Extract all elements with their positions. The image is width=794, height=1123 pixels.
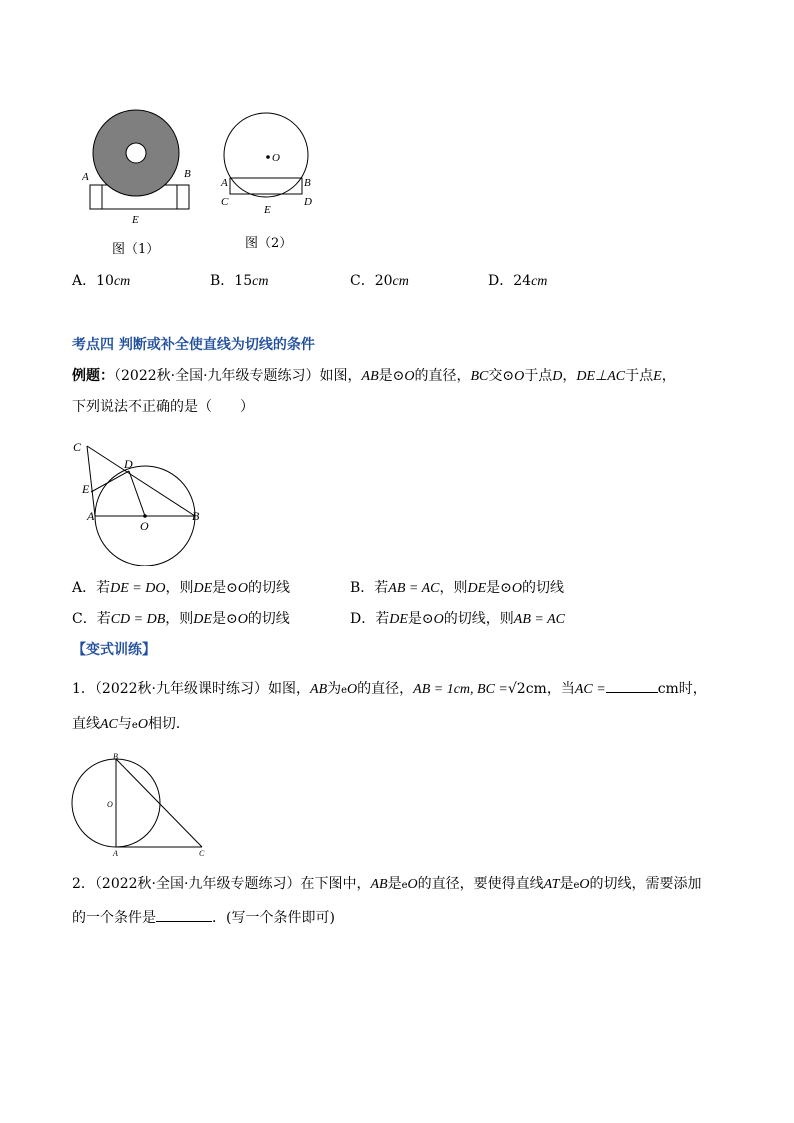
fig2-label-a: A xyxy=(221,177,228,189)
example-figure xyxy=(68,436,213,566)
q2-line-2: 的一个条件是 ．(写一个条件即可) xyxy=(72,907,335,928)
example-label-o: O xyxy=(140,519,149,533)
example-label-b: B xyxy=(192,509,200,523)
example-label-d: D xyxy=(124,457,133,471)
example-line-de xyxy=(91,471,129,492)
figure-2 xyxy=(218,110,323,220)
fig2-label-e: E xyxy=(264,204,271,216)
example-line-2: 下列说法不正确的是（ ） xyxy=(72,399,254,415)
example-label-e: E xyxy=(82,482,90,496)
example-line-1: 例题：（2022秋·全国·九年级专题练习）如图，AB是⊙O的直径，BC交⊙O于点D，DE⊥AC于点E， xyxy=(72,368,676,384)
example-label-c: C xyxy=(73,440,82,454)
fig1-left-block xyxy=(90,185,102,209)
example-label-a: A xyxy=(87,509,95,523)
q1-label-a: A xyxy=(113,849,118,858)
example-prefix: 例题： xyxy=(72,368,114,384)
prev-option-a: A．10cm xyxy=(72,273,131,289)
prev-option-c: C．20cm xyxy=(350,273,409,289)
prev-option-d: D．24cm xyxy=(488,273,548,289)
example-option-b: B．若AB = AC，则DE是⊙O的切线 xyxy=(350,580,565,596)
fig2-label-c: C xyxy=(221,196,229,208)
q1-answer-blank[interactable] xyxy=(606,678,658,693)
q1-line-2: 直线AC与eO相切． xyxy=(72,716,190,732)
q1-figure xyxy=(70,753,215,858)
fig2-circle xyxy=(224,113,308,197)
q2-answer-blank[interactable] xyxy=(156,907,212,922)
example-line-do xyxy=(129,471,145,516)
fig2-center-dot xyxy=(266,155,270,159)
fig1-label-a: A xyxy=(82,171,89,183)
q1-label-b: B xyxy=(113,753,118,761)
q1-label-c: C xyxy=(199,849,205,858)
fig1-caption: 图（1） xyxy=(112,242,160,257)
q1-line-bc xyxy=(116,759,202,847)
figure-1 xyxy=(82,105,197,225)
q1-label-o: O xyxy=(107,800,113,809)
fig1-hole xyxy=(126,143,146,163)
section-title: 考点四 判断或补全使直线为切线的条件 xyxy=(72,337,315,353)
example-option-c: C．若CD = DB，则DE是⊙O的切线 xyxy=(72,611,290,627)
fig2-base xyxy=(230,178,302,194)
fig2-caption: 图（2） xyxy=(245,236,293,251)
fig1-label-e: E xyxy=(132,214,139,225)
fig2-label-o: O xyxy=(272,152,280,164)
q2-line-1: 2．（2022秋·全国·九年级专题练习）在下图中，AB是eO的直径，要使得直线AT是eO的切线，需要添加 xyxy=(72,876,702,892)
q1-line-1: 1．（2022秋·九年级课时练习）如图，AB为eO的直径，AB = 1cm, BC =√2cm，当AC = cm时， xyxy=(72,678,707,701)
fig1-right-block xyxy=(177,185,189,209)
fig2-label-d: D xyxy=(304,196,312,208)
fig2-label-b: B xyxy=(304,177,311,189)
example-option-d: D．若DE是⊙O的切线，则AB = AC xyxy=(350,611,565,627)
training-title: 【变式训练】 xyxy=(72,642,156,658)
example-option-a: A．若DE = DO，则DE是⊙O的切线 xyxy=(72,580,290,596)
example-center-dot xyxy=(143,514,147,518)
fig1-label-b: B xyxy=(184,168,191,180)
prev-option-b: B．15cm xyxy=(210,273,269,289)
example-line-ac xyxy=(87,446,95,516)
